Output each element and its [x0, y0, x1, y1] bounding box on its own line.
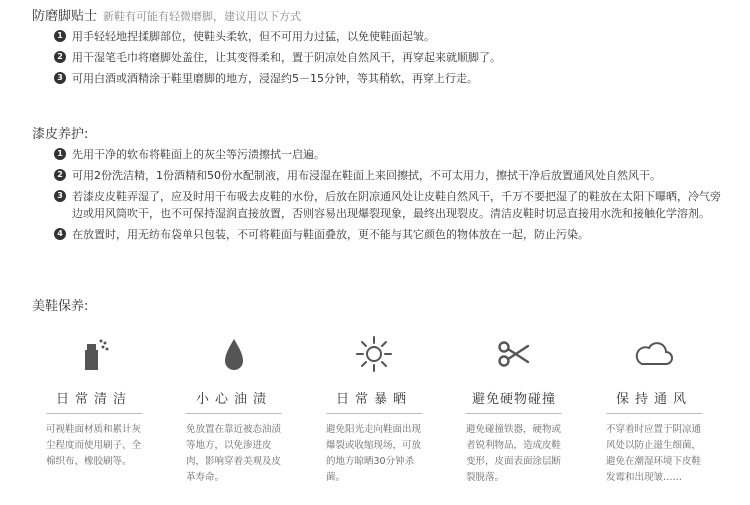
scissors-icon: [466, 332, 562, 376]
leather-title: 漆皮养护:: [32, 127, 89, 142]
number-badge: 1: [54, 148, 66, 160]
list-item: [54, 226, 726, 243]
number-badge: 2: [54, 169, 66, 181]
oil-drop-icon: [186, 332, 282, 376]
number-badge: 3: [54, 72, 66, 84]
care-item-title: 日常清洁: [46, 388, 142, 414]
list-item: [54, 188, 726, 222]
tip-text: 可用白酒或酒精涂于鞋里磨脚的地方，浸湿约5－15分钟，等其稍软，再穿上行走。: [72, 72, 478, 85]
tips-list: [54, 28, 726, 91]
care-item-desc: 免放置在靠近被态油渍等地方，以免渗进皮肉，影响穿着美观及皮革寿命。: [186, 424, 282, 483]
tip-text: 用干湿笔毛巾将磨脚处盖住，让其变得柔和，置于阴凉处自然风干，再穿起来就顺脚了。: [72, 51, 501, 64]
list-item: [54, 146, 726, 163]
tip-text: 用手轻轻地捏揉脚部位，使鞋头柔软，但不可用力过猛，以免使鞋面起皱。: [72, 30, 435, 43]
sun-icon: [326, 332, 422, 376]
tips-subtitle: 新鞋有可能有轻微磨脚，建议用以下方式: [103, 10, 302, 23]
number-badge: 1: [54, 30, 66, 42]
care-item-title: 避免硬物碰撞: [466, 388, 562, 414]
care-item-title: 小心油渍: [186, 388, 282, 414]
care-item-sun: [326, 332, 422, 486]
number-badge: 2: [54, 51, 66, 63]
number-badge: 4: [54, 228, 66, 240]
care-item-desc: 不穿着时应置于阴凉通风处以防止滋生细菌，避免在潮湿环境下皮鞋发霉和出现皱……: [606, 424, 702, 483]
tip-text: 先用干净的软布将鞋面上的灰尘等污渍擦拭一启遍。: [72, 148, 325, 161]
number-badge: 3: [54, 190, 66, 202]
cloud-icon: [606, 332, 702, 376]
tip-text: 可用2份洗洁精，1份酒精和50份水配制液，用布浸湿在鞋面上来回擦拭，不可太用力，擦拭干净后放置通风处自然风干。: [72, 169, 661, 182]
leather-list: [54, 146, 726, 247]
tips-title-text: 防磨脚贴士: [32, 9, 98, 24]
care-grid: [40, 332, 720, 502]
list-item: [54, 167, 726, 184]
care-item-title: 保持通风: [606, 388, 702, 414]
care-item-title: 日常暴晒: [326, 388, 422, 414]
care-item-desc: 可视鞋面材质和累计灰尘程度而使用刷子、全棉织布、橡胶刷等。: [46, 424, 142, 467]
spray-bottle-icon: [46, 332, 142, 376]
care-item-cleaning: [46, 332, 142, 470]
care-item-desc: 避免碰撞铁器，硬物或者锐利物品，造成皮鞋变形，皮面表面涂层断裂脱落。: [466, 424, 562, 483]
tip-text: 在放置时，用无纺布袋单只包装，不可将鞋面与鞋面叠放，更不能与其它颜色的物体放在一起，防止污染。: [72, 228, 589, 241]
care-item-oil: [186, 332, 282, 486]
care-item-ventilation: [606, 332, 702, 486]
list-item: [54, 49, 726, 66]
care-item-desc: 避免阳光走向鞋面出现爆裂或收缩现场，可放的地方晾晒30分钟杀菌。: [326, 424, 422, 483]
tip-text: 若漆皮皮鞋弄湿了，应及时用干布吸去皮鞋的水份，后放在阴凉通风处让皮鞋自然风干，千万不要把湿了的鞋放在太阳下曝晒，冷气旁边或用风筒吹干，也不可保持湿润直接放置，否则容易出现爆裂现象，最终出现裂皮。清洁皮鞋时切忌直接用水洗和接触化学溶剂。: [72, 190, 721, 220]
list-item: [54, 70, 726, 87]
care-item-collision: [466, 332, 562, 486]
list-item: [54, 28, 726, 45]
tips-title: [32, 5, 301, 24]
care-title: 美鞋保养:: [32, 299, 89, 314]
